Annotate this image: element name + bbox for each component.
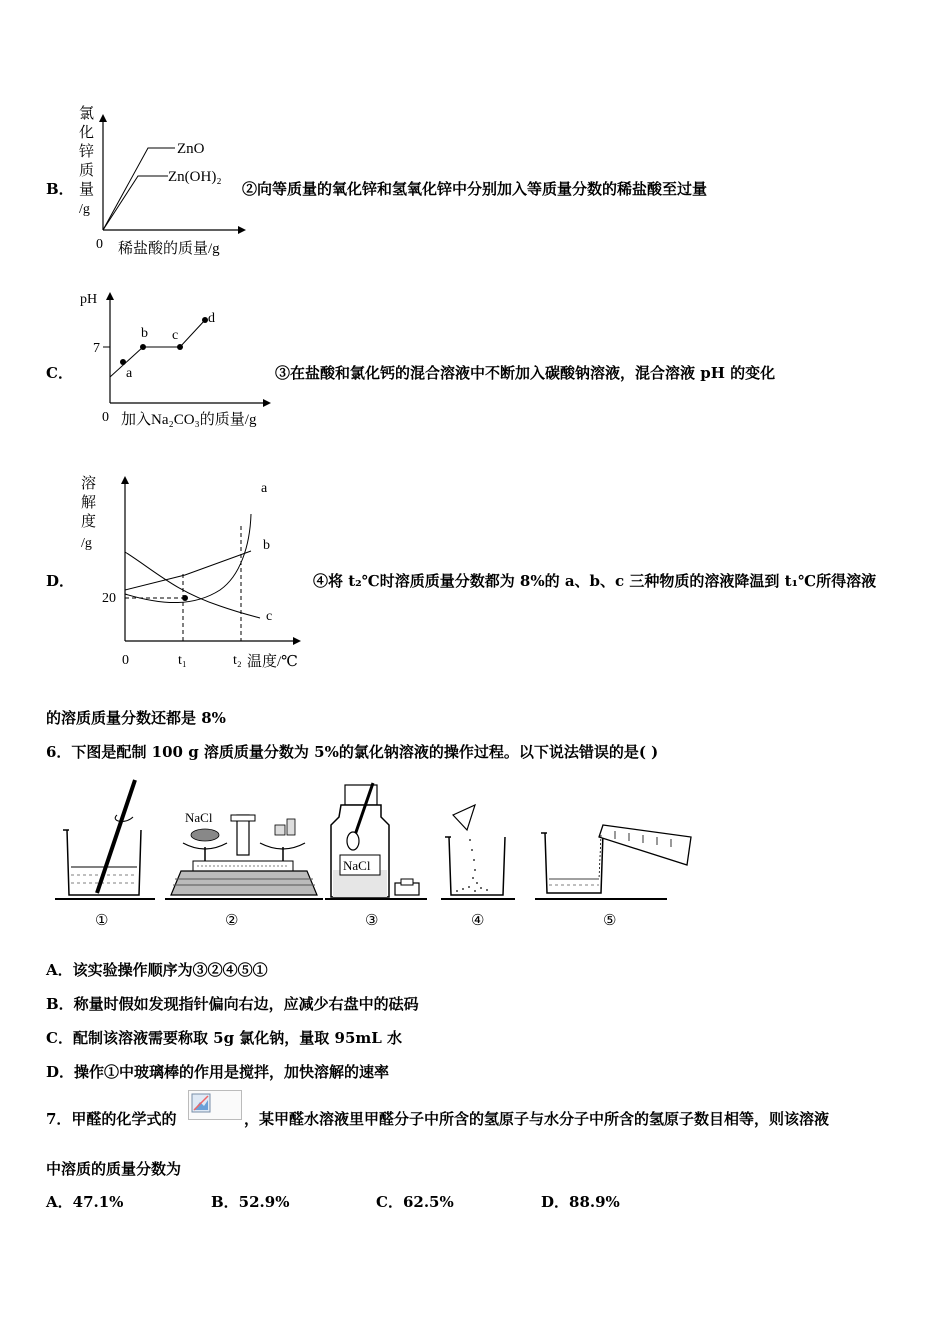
- y-axis-arrow: [99, 114, 107, 122]
- origin-label: 0: [122, 653, 129, 668]
- ylabel-char: 氯: [79, 106, 95, 122]
- step-3-reagent-bottle: [325, 783, 427, 899]
- q6-option-b: B．称量时假如发现指针偏向右边，应减少右盘中的砝码: [46, 995, 419, 1013]
- ylabel: pH: [80, 292, 98, 307]
- step-4-add-solid: [441, 805, 515, 899]
- x-axis-arrow: [293, 637, 301, 645]
- ylabel-char: 量: [79, 182, 95, 198]
- ylabel-char: 解: [81, 495, 97, 511]
- option-d-letter: D．: [46, 572, 75, 590]
- ylabel-char: 锌: [79, 144, 95, 160]
- x-axis-arrow: [238, 226, 246, 234]
- q6-option-d: D．操作①中玻璃棒的作用是搅拌，加快溶解的速率: [46, 1063, 390, 1081]
- curve-b: [125, 551, 251, 590]
- step-4-label: ④: [471, 913, 485, 929]
- ylabel-char: 度: [81, 514, 97, 530]
- point-c: [177, 344, 183, 350]
- point-c-label: c: [172, 328, 179, 343]
- ylabel-char: /g: [79, 202, 90, 217]
- nacl-label-balance: NaCl: [185, 810, 213, 825]
- ph-chart: [75, 285, 285, 430]
- option-c-text: ③在盐酸和氯化钙的混合溶液中不断加入碳酸钠溶液，混合溶液 pH 的变化: [275, 364, 776, 382]
- q6-option-c: C．配制该溶液需要称取 5g 氯化钠，量取 95mL 水: [46, 1029, 403, 1047]
- xlabel: 加入Na₂CO₃的质量/g: [121, 412, 257, 428]
- broken-image-icon: [191, 1093, 213, 1115]
- xlabel: 温度/℃: [247, 654, 298, 670]
- option-c-letter: C．: [46, 364, 73, 382]
- y-axis-arrow: [106, 292, 114, 300]
- point-d-label: d: [208, 311, 215, 326]
- step-2-balance: [165, 810, 323, 899]
- ylabel-char: /g: [81, 536, 92, 551]
- option-b-text: ②向等质量的氧化锌和氢氧化锌中分别加入等质量分数的稀盐酸至过量: [242, 180, 708, 198]
- point-b: [140, 344, 146, 350]
- t2-label: t₂: [233, 653, 242, 668]
- q6-option-a: A．该实验操作顺序为③②④⑤①: [46, 961, 268, 979]
- zno-label: ZnO: [177, 141, 205, 157]
- znoh2-line: [103, 176, 168, 230]
- q6-stem: 6．下图是配制 100 g 溶质质量分数为 5%的氯化钠溶液的操作过程。以下说法错误的是( ): [46, 743, 659, 761]
- step-3-label: ③: [365, 913, 379, 929]
- zinc-chloride-chart: [70, 100, 250, 265]
- ylabel-char: 化: [79, 125, 95, 141]
- tick-7-label: 7: [93, 341, 100, 356]
- option-d-text-cont: 的溶质质量分数还都是 8%: [46, 709, 226, 727]
- curve-a-label: a: [261, 481, 268, 496]
- tick-20-label: 20: [102, 591, 116, 606]
- ylabel-char: 质: [79, 163, 95, 179]
- broken-image-placeholder: [188, 1090, 242, 1120]
- solubility-chart: [75, 466, 315, 676]
- q7-option-a: A．47.1%: [46, 1193, 124, 1211]
- xlabel: 稀盐酸的质量/g: [118, 241, 220, 257]
- q7-option-d: D．88.9%: [541, 1193, 620, 1211]
- step-1-dissolve: [55, 780, 155, 899]
- step-1-label: ①: [95, 913, 109, 929]
- q7-stem-b: ，某甲醛水溶液里甲醛分子中所含的氢原子与水分子中所含的氢原子数目相等，则该溶液: [244, 1110, 830, 1128]
- step-5-label: ⑤: [603, 913, 617, 929]
- x-axis-arrow: [263, 399, 271, 407]
- y-axis-arrow: [121, 476, 129, 484]
- q7-option-c: C．62.5%: [376, 1193, 454, 1211]
- q7-stem-a: 7．甲醛的化学式的: [46, 1110, 177, 1128]
- curve-c-label: c: [266, 609, 273, 624]
- ph-curve: [110, 320, 205, 377]
- q7-option-b: B．52.9%: [211, 1193, 290, 1211]
- option-b-letter: B．: [46, 180, 74, 198]
- step-5-add-water: [535, 825, 691, 899]
- ylabel-char: 溶: [81, 476, 97, 492]
- step-2-label: ②: [225, 913, 239, 929]
- procedure-figure: [55, 775, 715, 935]
- znoh2-label: Zn(OH)₂: [168, 169, 222, 185]
- zno-line: [103, 148, 175, 230]
- q7-stem-c: 中溶质的质量分数为: [46, 1160, 182, 1178]
- nacl-label-bottle: NaCl: [343, 858, 371, 873]
- origin-label: 0: [102, 410, 109, 425]
- option-d-text: ④将 t₂℃时溶质质量分数都为 8%的 a、b、c 三种物质的溶液降温到 t₁℃所得溶液: [313, 572, 877, 590]
- point-b-label: b: [141, 326, 148, 341]
- point-a-label: a: [126, 366, 133, 381]
- curve-b-label: b: [263, 538, 270, 553]
- t1-label: t₁: [178, 653, 187, 668]
- point-a: [120, 359, 126, 365]
- origin-label: 0: [96, 237, 103, 252]
